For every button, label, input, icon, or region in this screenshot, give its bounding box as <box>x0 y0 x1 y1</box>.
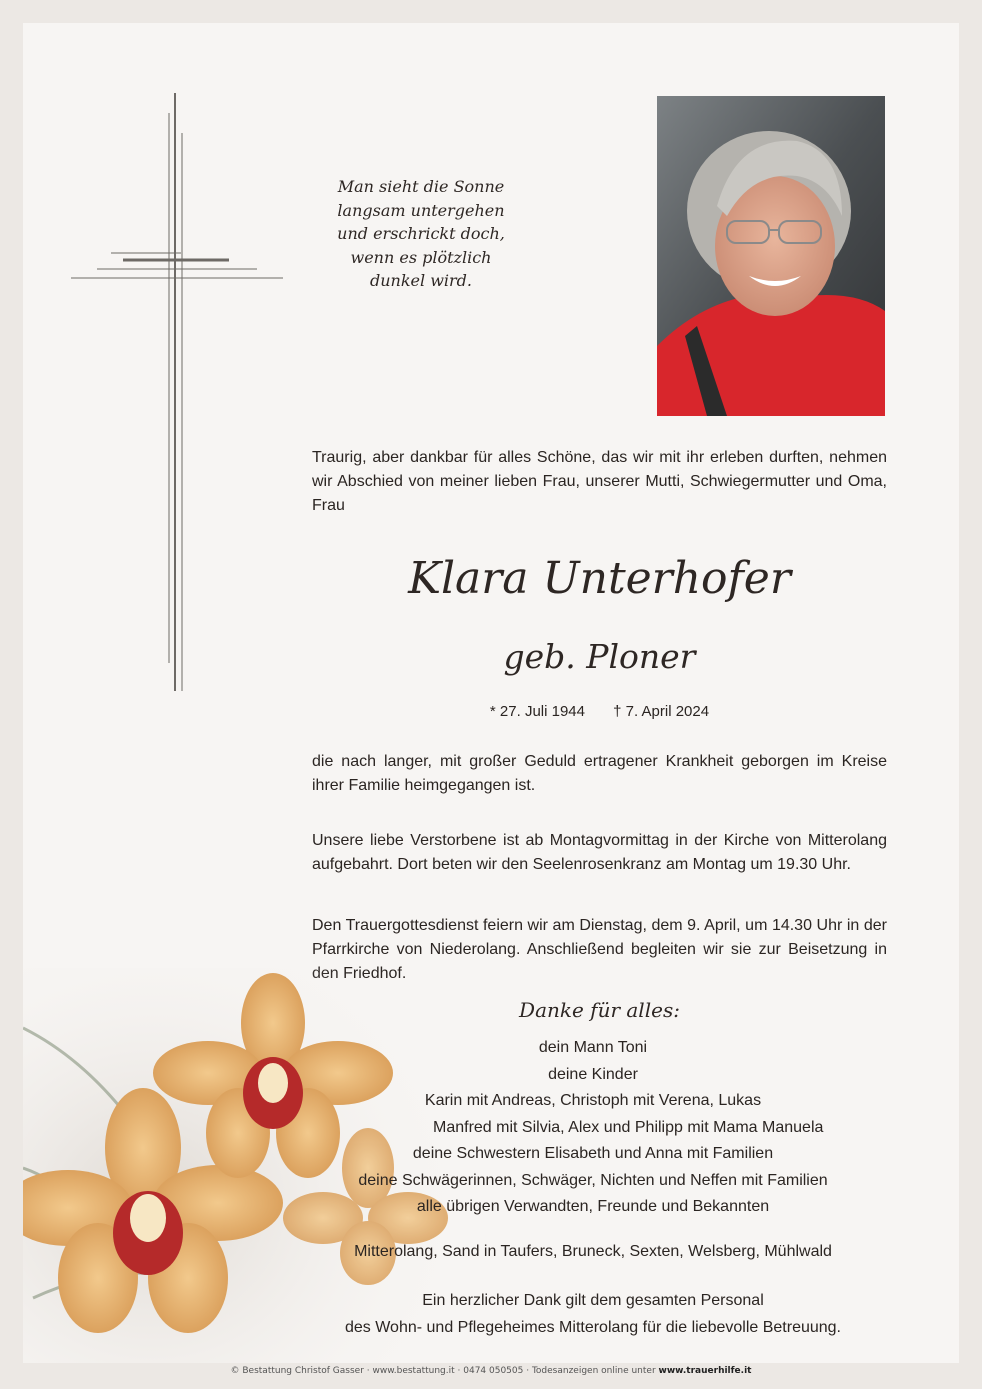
passing-text: die nach langer, mit großer Geduld ertragener Krankheit geborgen im Kreise ihrer Familie heimgegangen ist. <box>312 753 887 794</box>
thanks-title: Danke für alles: <box>519 998 680 1022</box>
family-line: Manfred mit Silvia, Alex und Philipp mit Mama Manuela <box>433 1118 824 1136</box>
family-line: dein Mann Toni <box>538 1039 648 1056</box>
final-thanks-line: des Wohn- und Pflegeheimes Mitterolang für die liebevolle Betreuung. <box>345 1318 841 1336</box>
quote-line: dunkel wird. <box>369 271 472 290</box>
quote-line: Man sieht die Sonne <box>337 177 505 196</box>
death-date: † 7. April 2024 <box>613 703 710 720</box>
funeral-text: Den Trauergottesdienst feiern wir am Dienstag, dem 9. April, um 14.30 Uhr in der Pfarrkirche von Niederolang. Anschließend begleiten wir sie zur Beisetzung in <box>312 917 887 958</box>
footer-link[interactable]: www.trauerhilfe.it <box>658 1366 752 1376</box>
footer <box>0 1366 982 1376</box>
family-list <box>223 1035 959 1221</box>
final-thanks-line: Ein herzlicher Dank gilt dem gesamten Personal <box>422 1292 764 1309</box>
cross-icon <box>71 93 283 693</box>
quote-line: wenn es plötzlich <box>350 247 492 267</box>
family-line: Karin mit Andreas, Christoph mit Verena, Lukas <box>424 1092 762 1109</box>
memorial-quote <box>311 175 531 293</box>
final-thanks <box>223 1288 959 1341</box>
family-line: deine Kinder <box>548 1065 638 1083</box>
maiden-name: geb. Ploner <box>503 637 696 676</box>
family-line: alle übrigen Verwandten, Freunde und Bekannten <box>416 1198 770 1215</box>
places-line: Mitterolang, Sand in Taufers, Bruneck, Sexten, Welsberg, Mühlwald <box>354 1243 832 1260</box>
intro-text: Traurig, aber dankbar für alles Schöne, das wir mit ihr erleben durften, nehmen wir Abschied von meiner lieben Frau, unserer Mutti, Schwiegermutter und Oma, Frau <box>312 449 887 514</box>
deceased-name: Klara Unterhofer <box>408 553 791 604</box>
family-line: deine Schwestern Elisabeth und Anna mit Familien <box>412 1145 774 1162</box>
viewing-text: Unsere liebe Verstorbene ist ab Montagvormittag in der Kirche von Mitterolang aufgebahrt. Dort beten wir den Seelenrosenkranz am Montag um 19.30 Uhr. <box>312 832 887 873</box>
footer-text: © Bestattung Christof Gasser · www.bestattung.it · 0474 050505 · Todesanzeigen online unter <box>230 1366 659 1376</box>
family-line: deine Schwägerinnen, Schwäger, Nichten und Neffen mit Familien <box>358 1171 828 1189</box>
birth-date: * 27. Juli 1944 <box>489 703 585 720</box>
quote-line: langsam untergehen <box>337 200 505 220</box>
portrait-photo <box>657 96 885 416</box>
quote-line: und erschrickt doch, <box>337 224 505 243</box>
life-dates <box>312 703 887 720</box>
obituary-card <box>23 23 959 1363</box>
